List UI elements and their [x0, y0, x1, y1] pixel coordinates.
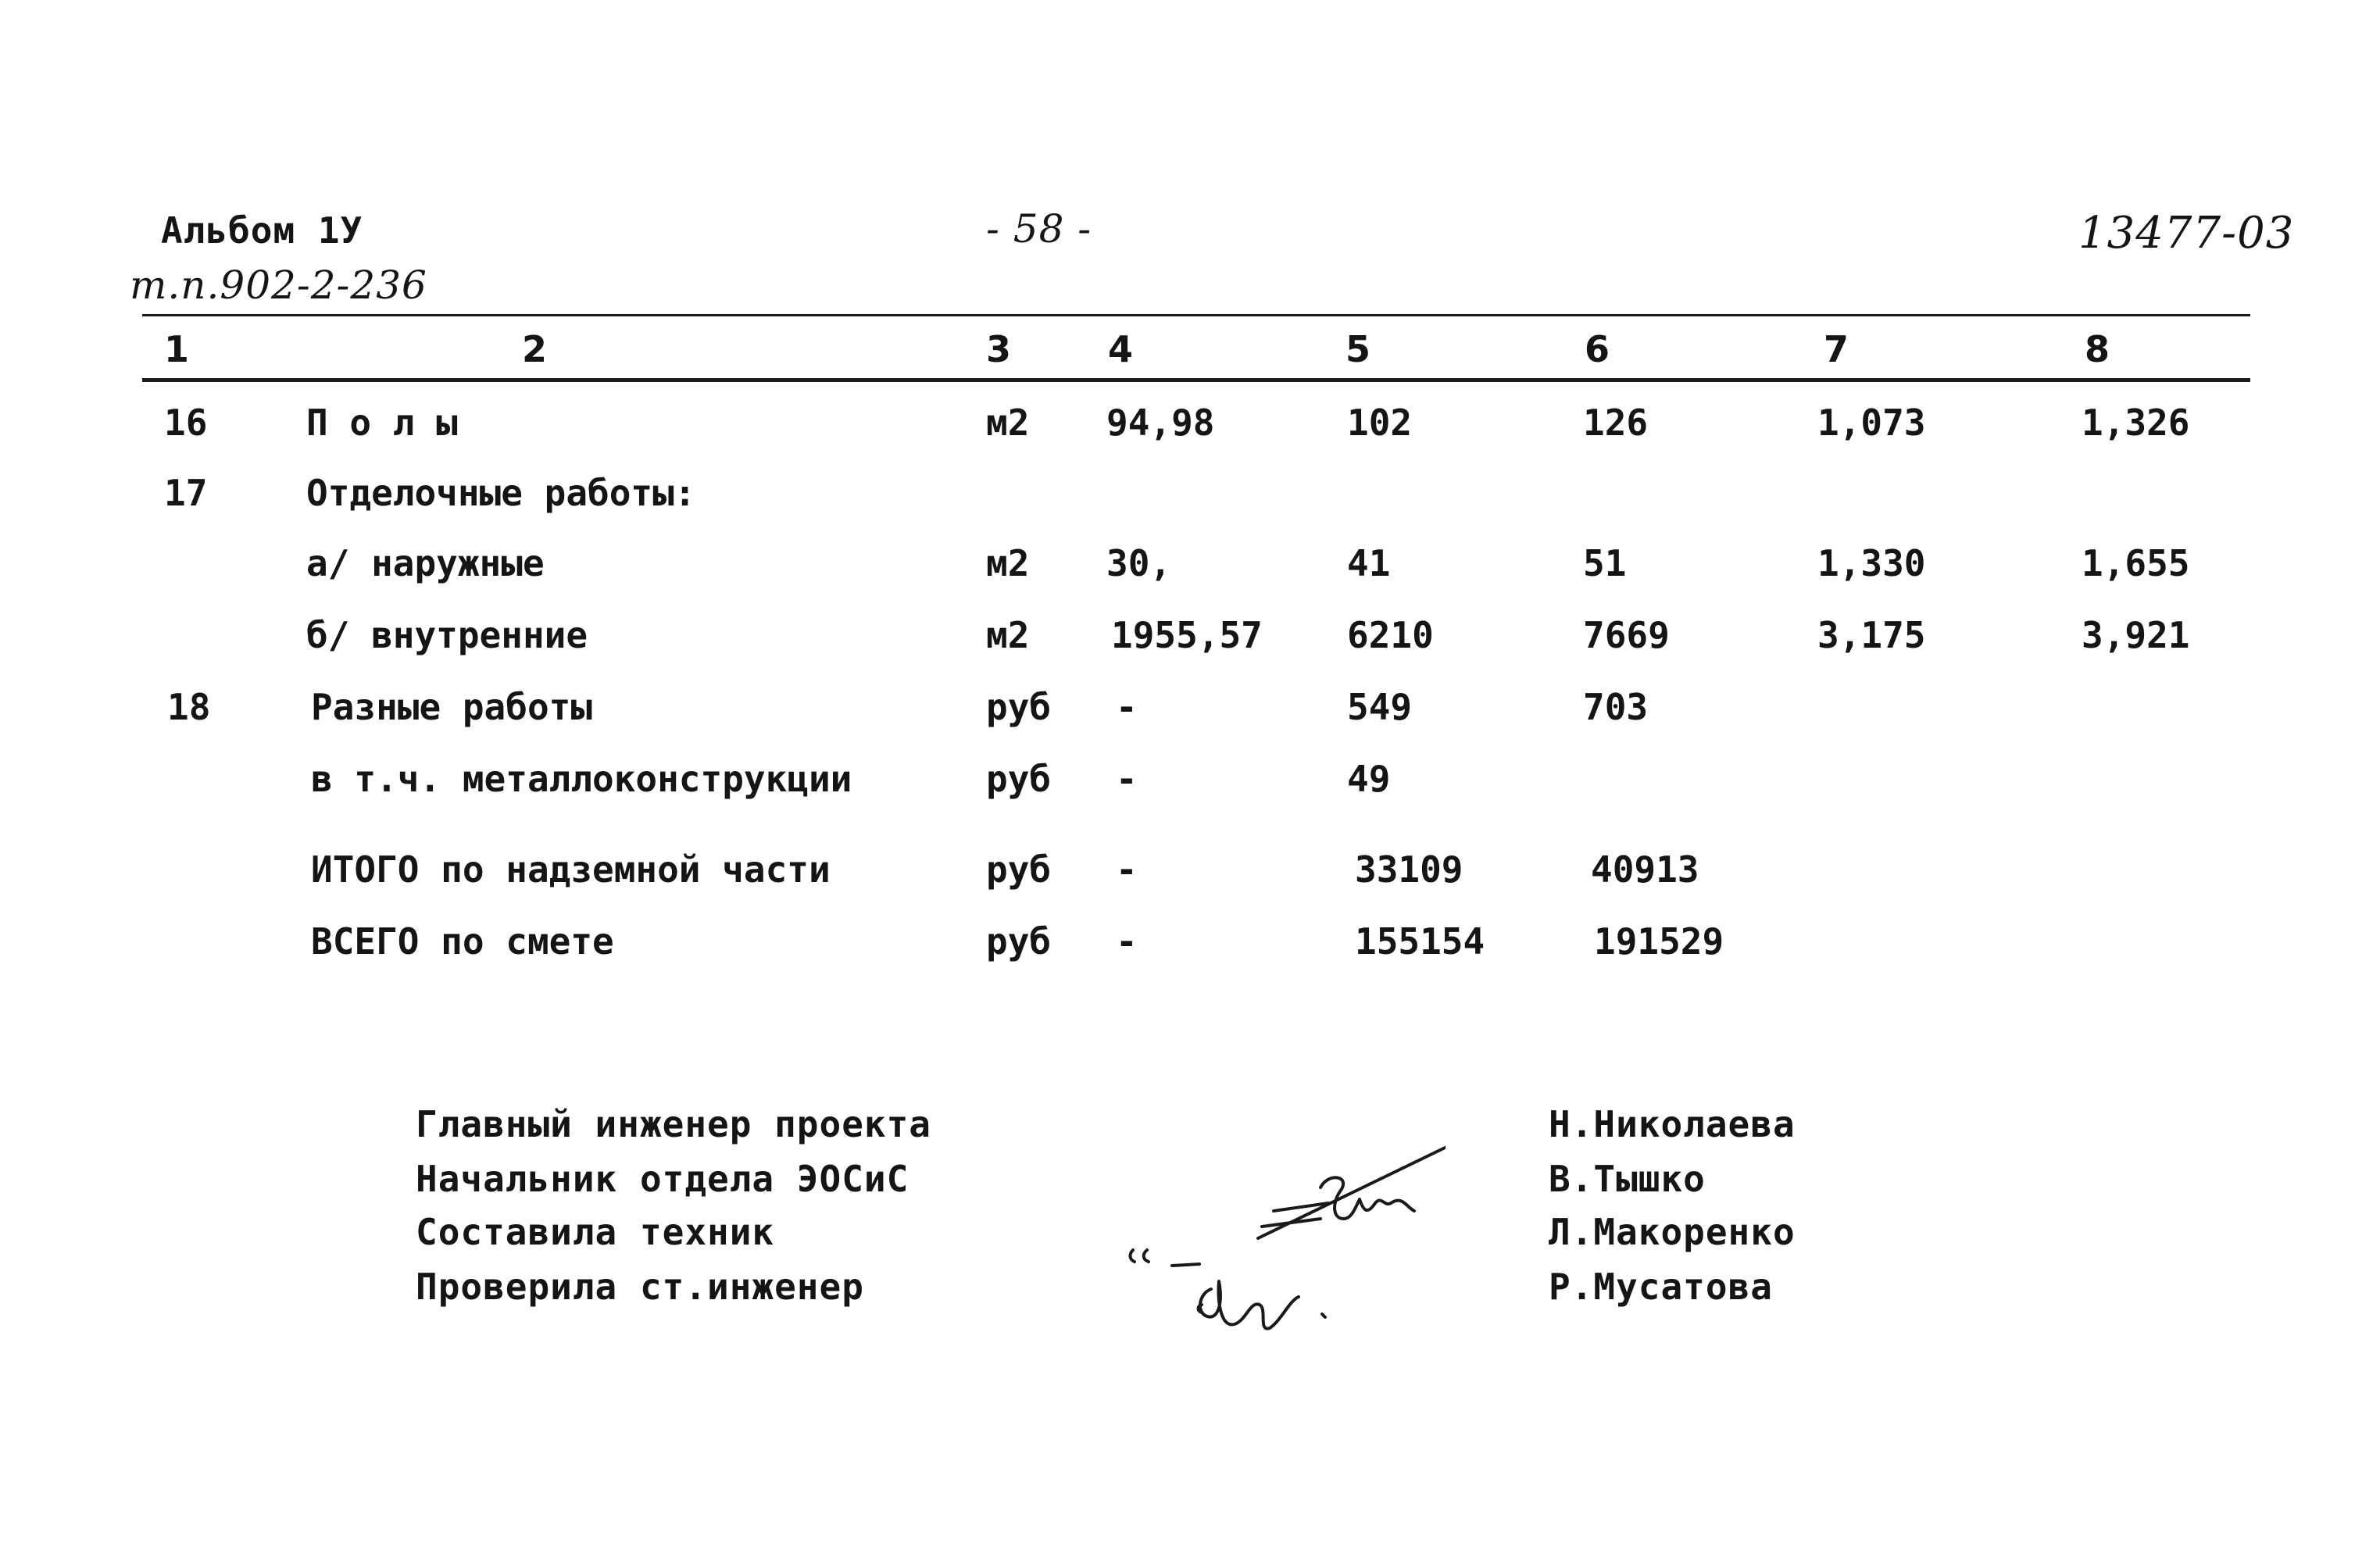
row-unit: м2 [986, 542, 1030, 584]
signature-name: В.Тышко [1549, 1158, 1706, 1200]
signature-title: Составила техник [416, 1211, 775, 1253]
row-col6: 191529 [1594, 920, 1724, 962]
signature-name: Р.Мусатова [1549, 1266, 1773, 1308]
signature-stroke [1130, 1250, 1135, 1262]
column-number: 4 [1108, 328, 1134, 370]
row-col5: 6210 [1347, 614, 1434, 656]
row-number: 16 [164, 402, 208, 444]
column-number: 3 [986, 328, 1012, 370]
row-col6: 40913 [1591, 848, 1699, 891]
row-name: б/ внутренние [306, 614, 588, 656]
signature-stroke [1322, 1314, 1325, 1317]
row-col7: 1,330 [1817, 542, 1926, 584]
column-number: 5 [1345, 328, 1371, 370]
column-number: 7 [1824, 328, 1849, 370]
row-unit: м2 [986, 402, 1030, 444]
row-col6: 51 [1583, 542, 1627, 584]
row-col8: 1,655 [2082, 542, 2190, 584]
signature-title: Начальник отдела ЭОСиС [416, 1158, 909, 1200]
row-name: в т.ч. металлоконструкции [311, 758, 852, 800]
signature-stroke [1258, 1127, 1446, 1238]
row-unit: руб [986, 848, 1052, 891]
signature-title: Проверила ст.инженер [416, 1266, 864, 1308]
row-col8: 1,326 [2082, 402, 2190, 444]
column-number: 2 [522, 328, 548, 370]
row-col6: 703 [1583, 686, 1649, 728]
column-number: 6 [1585, 328, 1610, 370]
row-name: а/ наружные [306, 542, 545, 584]
row-col4: 94,98 [1106, 402, 1215, 444]
table-header-rule [142, 378, 2250, 382]
document-number: 13477-03 [2078, 208, 2295, 259]
row-number: 17 [164, 472, 208, 514]
row-col4: - [1116, 758, 1138, 800]
row-col5: 155154 [1355, 920, 1485, 962]
row-col8: 3,921 [2082, 614, 2190, 656]
row-name: Отделочные работы: [306, 472, 696, 514]
row-col5: 49 [1347, 758, 1391, 800]
signature-name: Н.Николаева [1549, 1103, 1796, 1145]
signature-stroke [1200, 1281, 1299, 1329]
row-name: П о л ы [306, 402, 458, 444]
row-col7: 1,073 [1817, 402, 1926, 444]
row-col7: 3,175 [1817, 614, 1926, 656]
row-name: Разные работы [311, 686, 593, 728]
row-name: ВСЕГО по смете [311, 920, 614, 962]
row-col5: 102 [1347, 402, 1413, 444]
row-col6: 126 [1583, 402, 1649, 444]
row-name: ИТОГО по надземной части [311, 848, 831, 891]
row-col4: 30, [1106, 542, 1172, 584]
signature-name: Л.Макоренко [1549, 1211, 1796, 1253]
row-unit: руб [986, 686, 1052, 728]
row-col4: - [1116, 686, 1138, 728]
row-col5: 41 [1347, 542, 1391, 584]
row-col5: 33109 [1355, 848, 1463, 891]
row-number: 18 [167, 686, 211, 728]
row-col6: 7669 [1583, 614, 1670, 656]
handwritten-signatures [1094, 1109, 1446, 1375]
signature-stroke [1172, 1264, 1199, 1266]
signature-title: Главный инженер проекта [416, 1103, 931, 1145]
signature-stroke [1144, 1250, 1149, 1262]
page-number: - 58 - [986, 206, 1092, 252]
row-col4: - [1116, 848, 1138, 891]
row-unit: м2 [986, 614, 1030, 656]
row-unit: руб [986, 758, 1052, 800]
album-label: Альбом 1У [161, 209, 363, 252]
column-number: 1 [164, 328, 190, 370]
row-col4: - [1116, 920, 1138, 962]
column-number: 8 [2085, 328, 2110, 370]
row-col4: 1955,57 [1111, 614, 1263, 656]
row-unit: руб [986, 920, 1052, 962]
table-top-rule [142, 314, 2250, 316]
signature-stroke [1262, 1219, 1320, 1227]
project-code: т.п.902-2-236 [130, 262, 427, 308]
row-col5: 549 [1347, 686, 1413, 728]
